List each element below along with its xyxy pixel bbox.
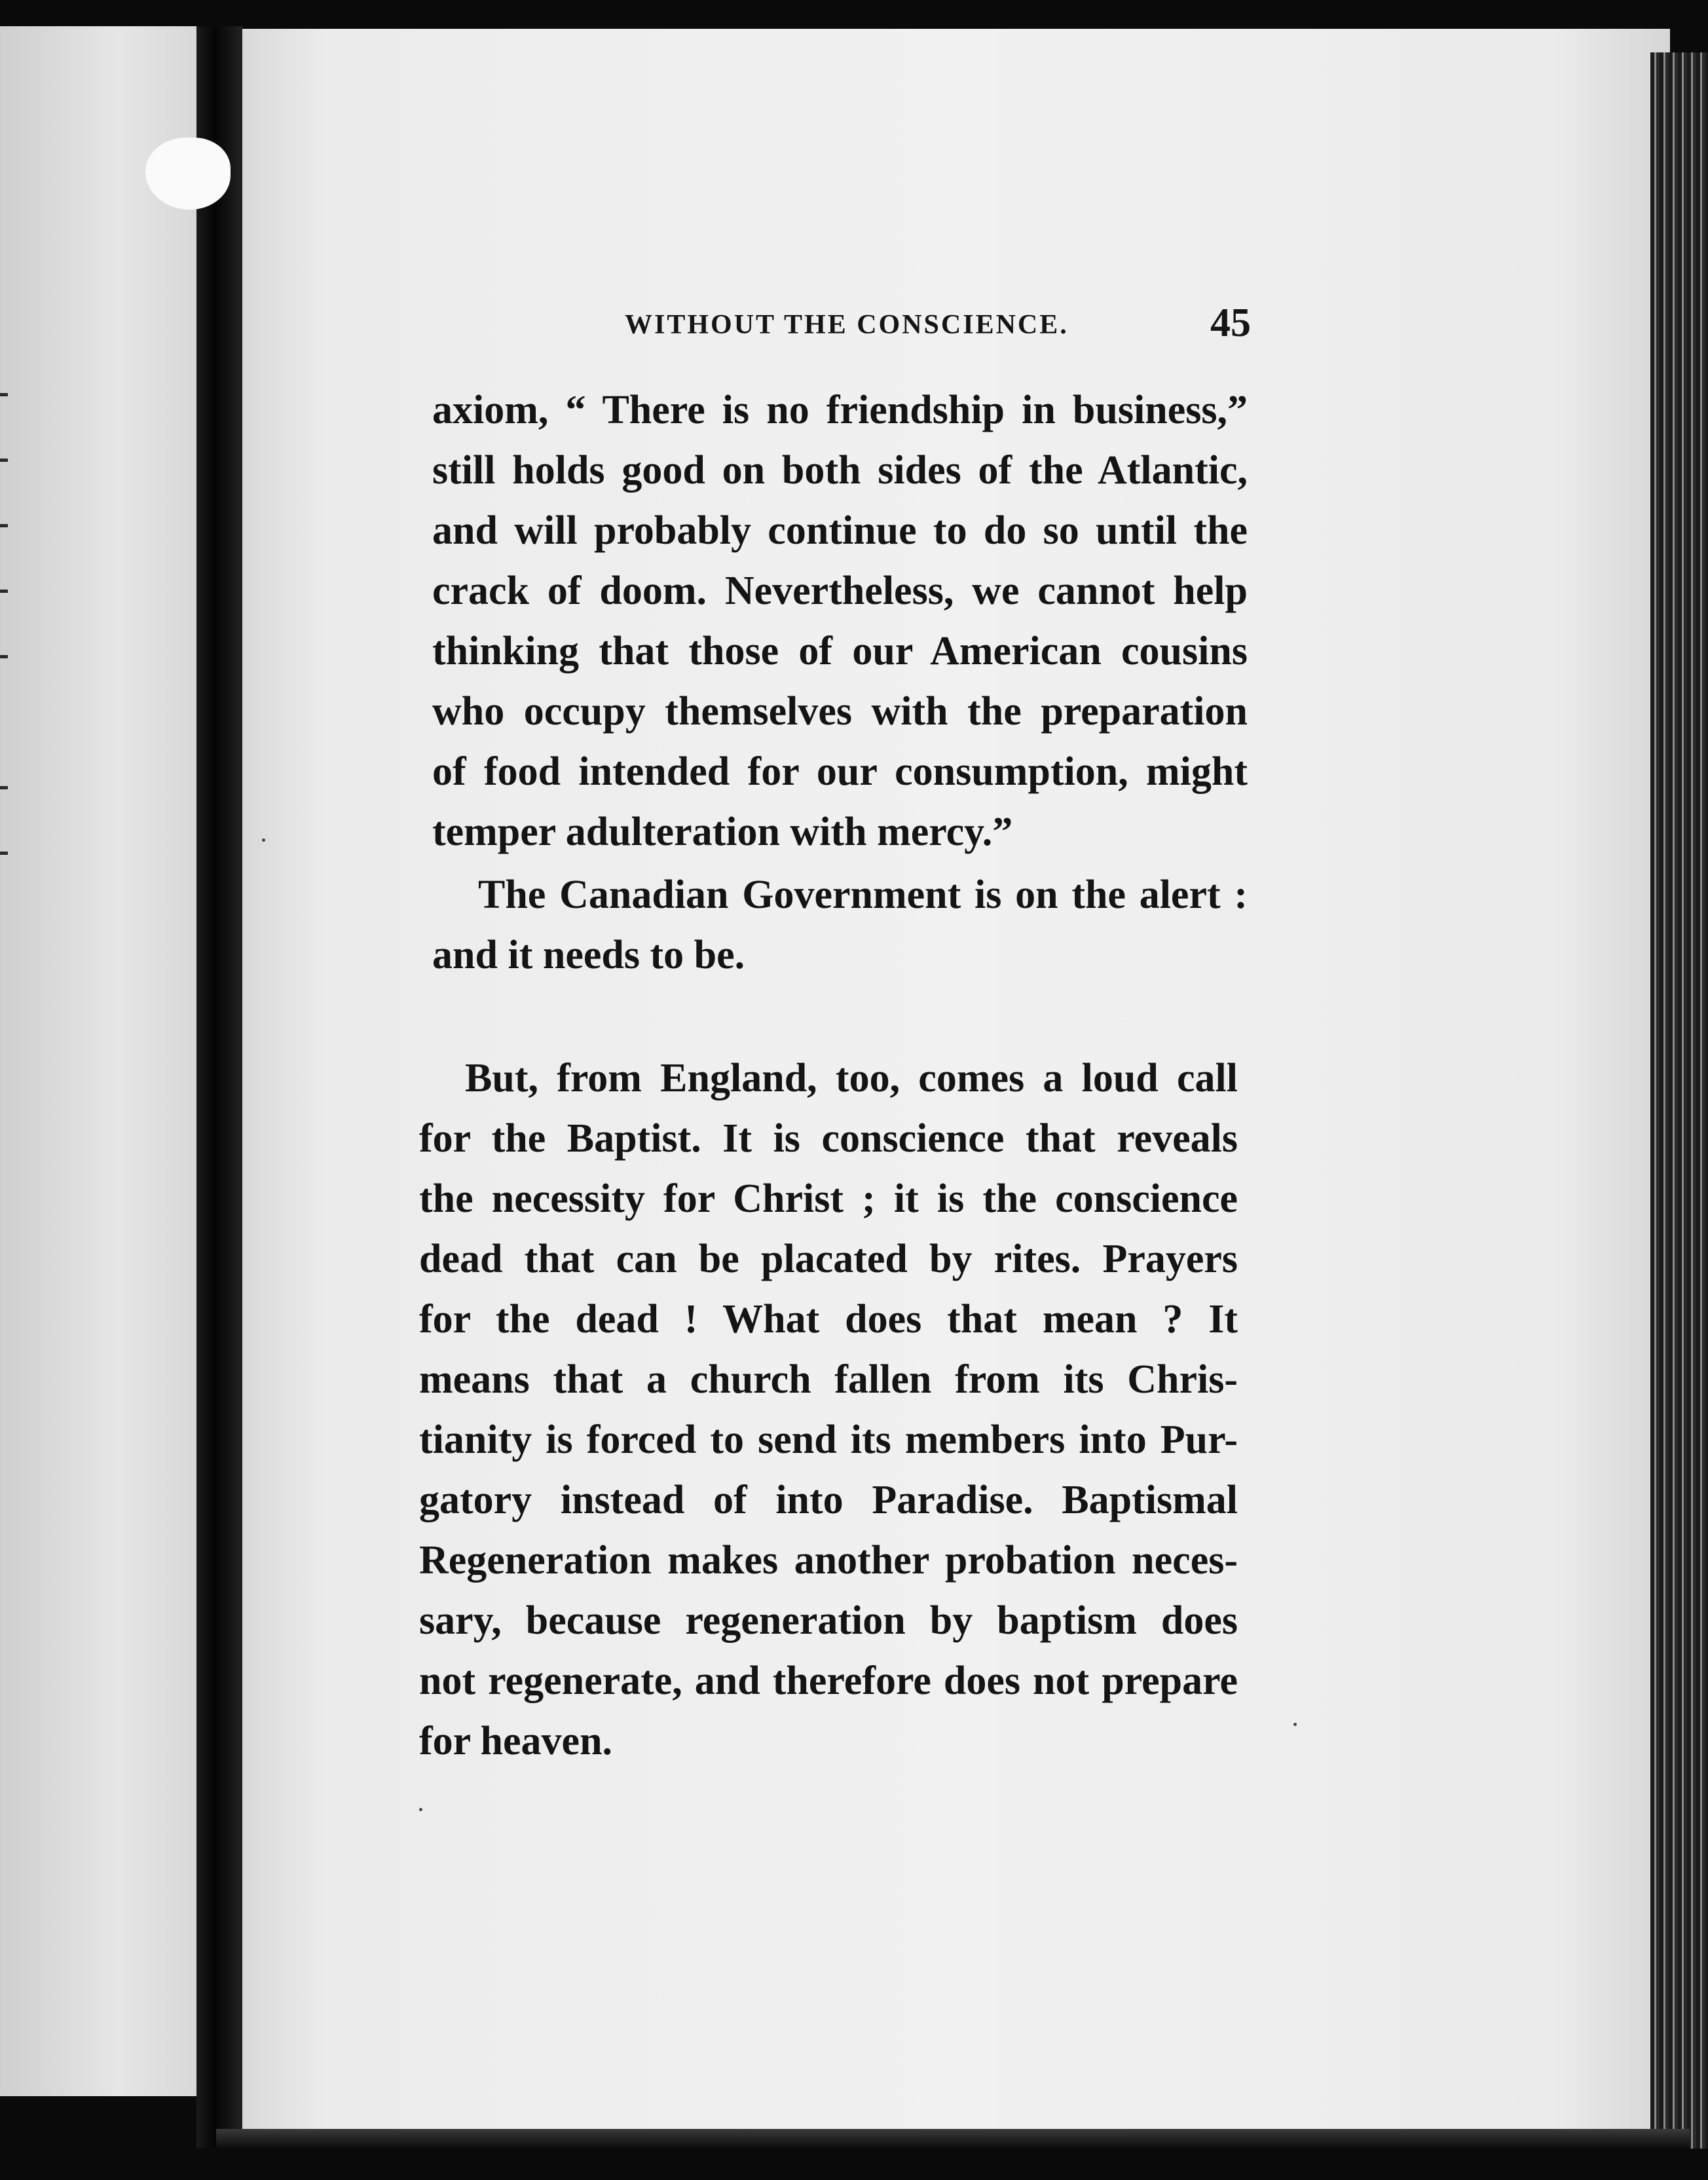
text-line: Regeneration makes another probation neces- <box>419 1538 1238 1583</box>
margin-mark <box>0 590 8 593</box>
text-line: still holds good on both sides of the Atlantic, <box>432 448 1248 493</box>
text-line: crack of doom. Nevertheless, we cannot help <box>432 569 1248 613</box>
page-number: 45 <box>1210 301 1251 345</box>
margin-mark <box>0 852 8 855</box>
text-line: and will probably continue to do so until the <box>432 508 1248 553</box>
text-line: temper adulteration with mercy.” <box>432 810 1013 854</box>
text-line: means that a church fallen from its Chris- <box>419 1357 1238 1402</box>
text-line: of food intended for our consumption, might <box>432 749 1248 794</box>
text-line: not regenerate, and therefore does not prepare <box>419 1659 1238 1703</box>
text-line: for heaven. <box>419 1719 613 1763</box>
text-line: The Canadian Government is on the alert : <box>478 873 1248 917</box>
text-line: for the dead ! What does that mean ? It <box>419 1297 1238 1342</box>
paper-speck <box>419 1808 422 1811</box>
paragraph <box>432 380 1248 862</box>
paragraph <box>432 865 1248 985</box>
text-line: gatory instead of into Paradise. Baptismal <box>419 1478 1238 1522</box>
text-line: sary, because regeneration by baptism does <box>419 1598 1238 1643</box>
paper-speck <box>262 838 265 842</box>
binding-gutter <box>196 26 242 2149</box>
margin-mark <box>0 524 8 527</box>
margin-mark <box>0 655 8 658</box>
running-title: WITHOUT THE CONSCIENCE. <box>625 310 1069 340</box>
text-line: and it needs to be. <box>432 933 745 977</box>
adjacent-page-edge <box>0 26 196 2096</box>
margin-mark <box>0 393 8 396</box>
text-line: for the Baptist. It is conscience that reveals <box>419 1116 1238 1161</box>
text-line: thinking that those of our American cousins <box>432 629 1248 673</box>
text-line: axiom, “ There is no friendship in business,” <box>432 388 1248 432</box>
margin-mark <box>0 459 8 462</box>
text-line: the necessity for Christ ; it is the conscience <box>419 1176 1238 1221</box>
paper-blot <box>145 138 231 210</box>
page-stack-edge <box>1650 52 1708 2149</box>
paper-speck <box>1293 1723 1297 1726</box>
text-line: dead that can be placated by rites. Prayers <box>419 1237 1238 1281</box>
margin-mark <box>0 786 8 789</box>
running-head <box>622 300 1251 352</box>
text-line: tianity is forced to send its members into Pur- <box>419 1418 1238 1462</box>
text-line: who occupy themselves with the preparation <box>432 689 1248 734</box>
paragraph <box>419 1048 1238 1771</box>
page-bottom-shadow <box>216 2129 1690 2180</box>
text-line: But, from England, too, comes a loud call <box>465 1056 1238 1100</box>
